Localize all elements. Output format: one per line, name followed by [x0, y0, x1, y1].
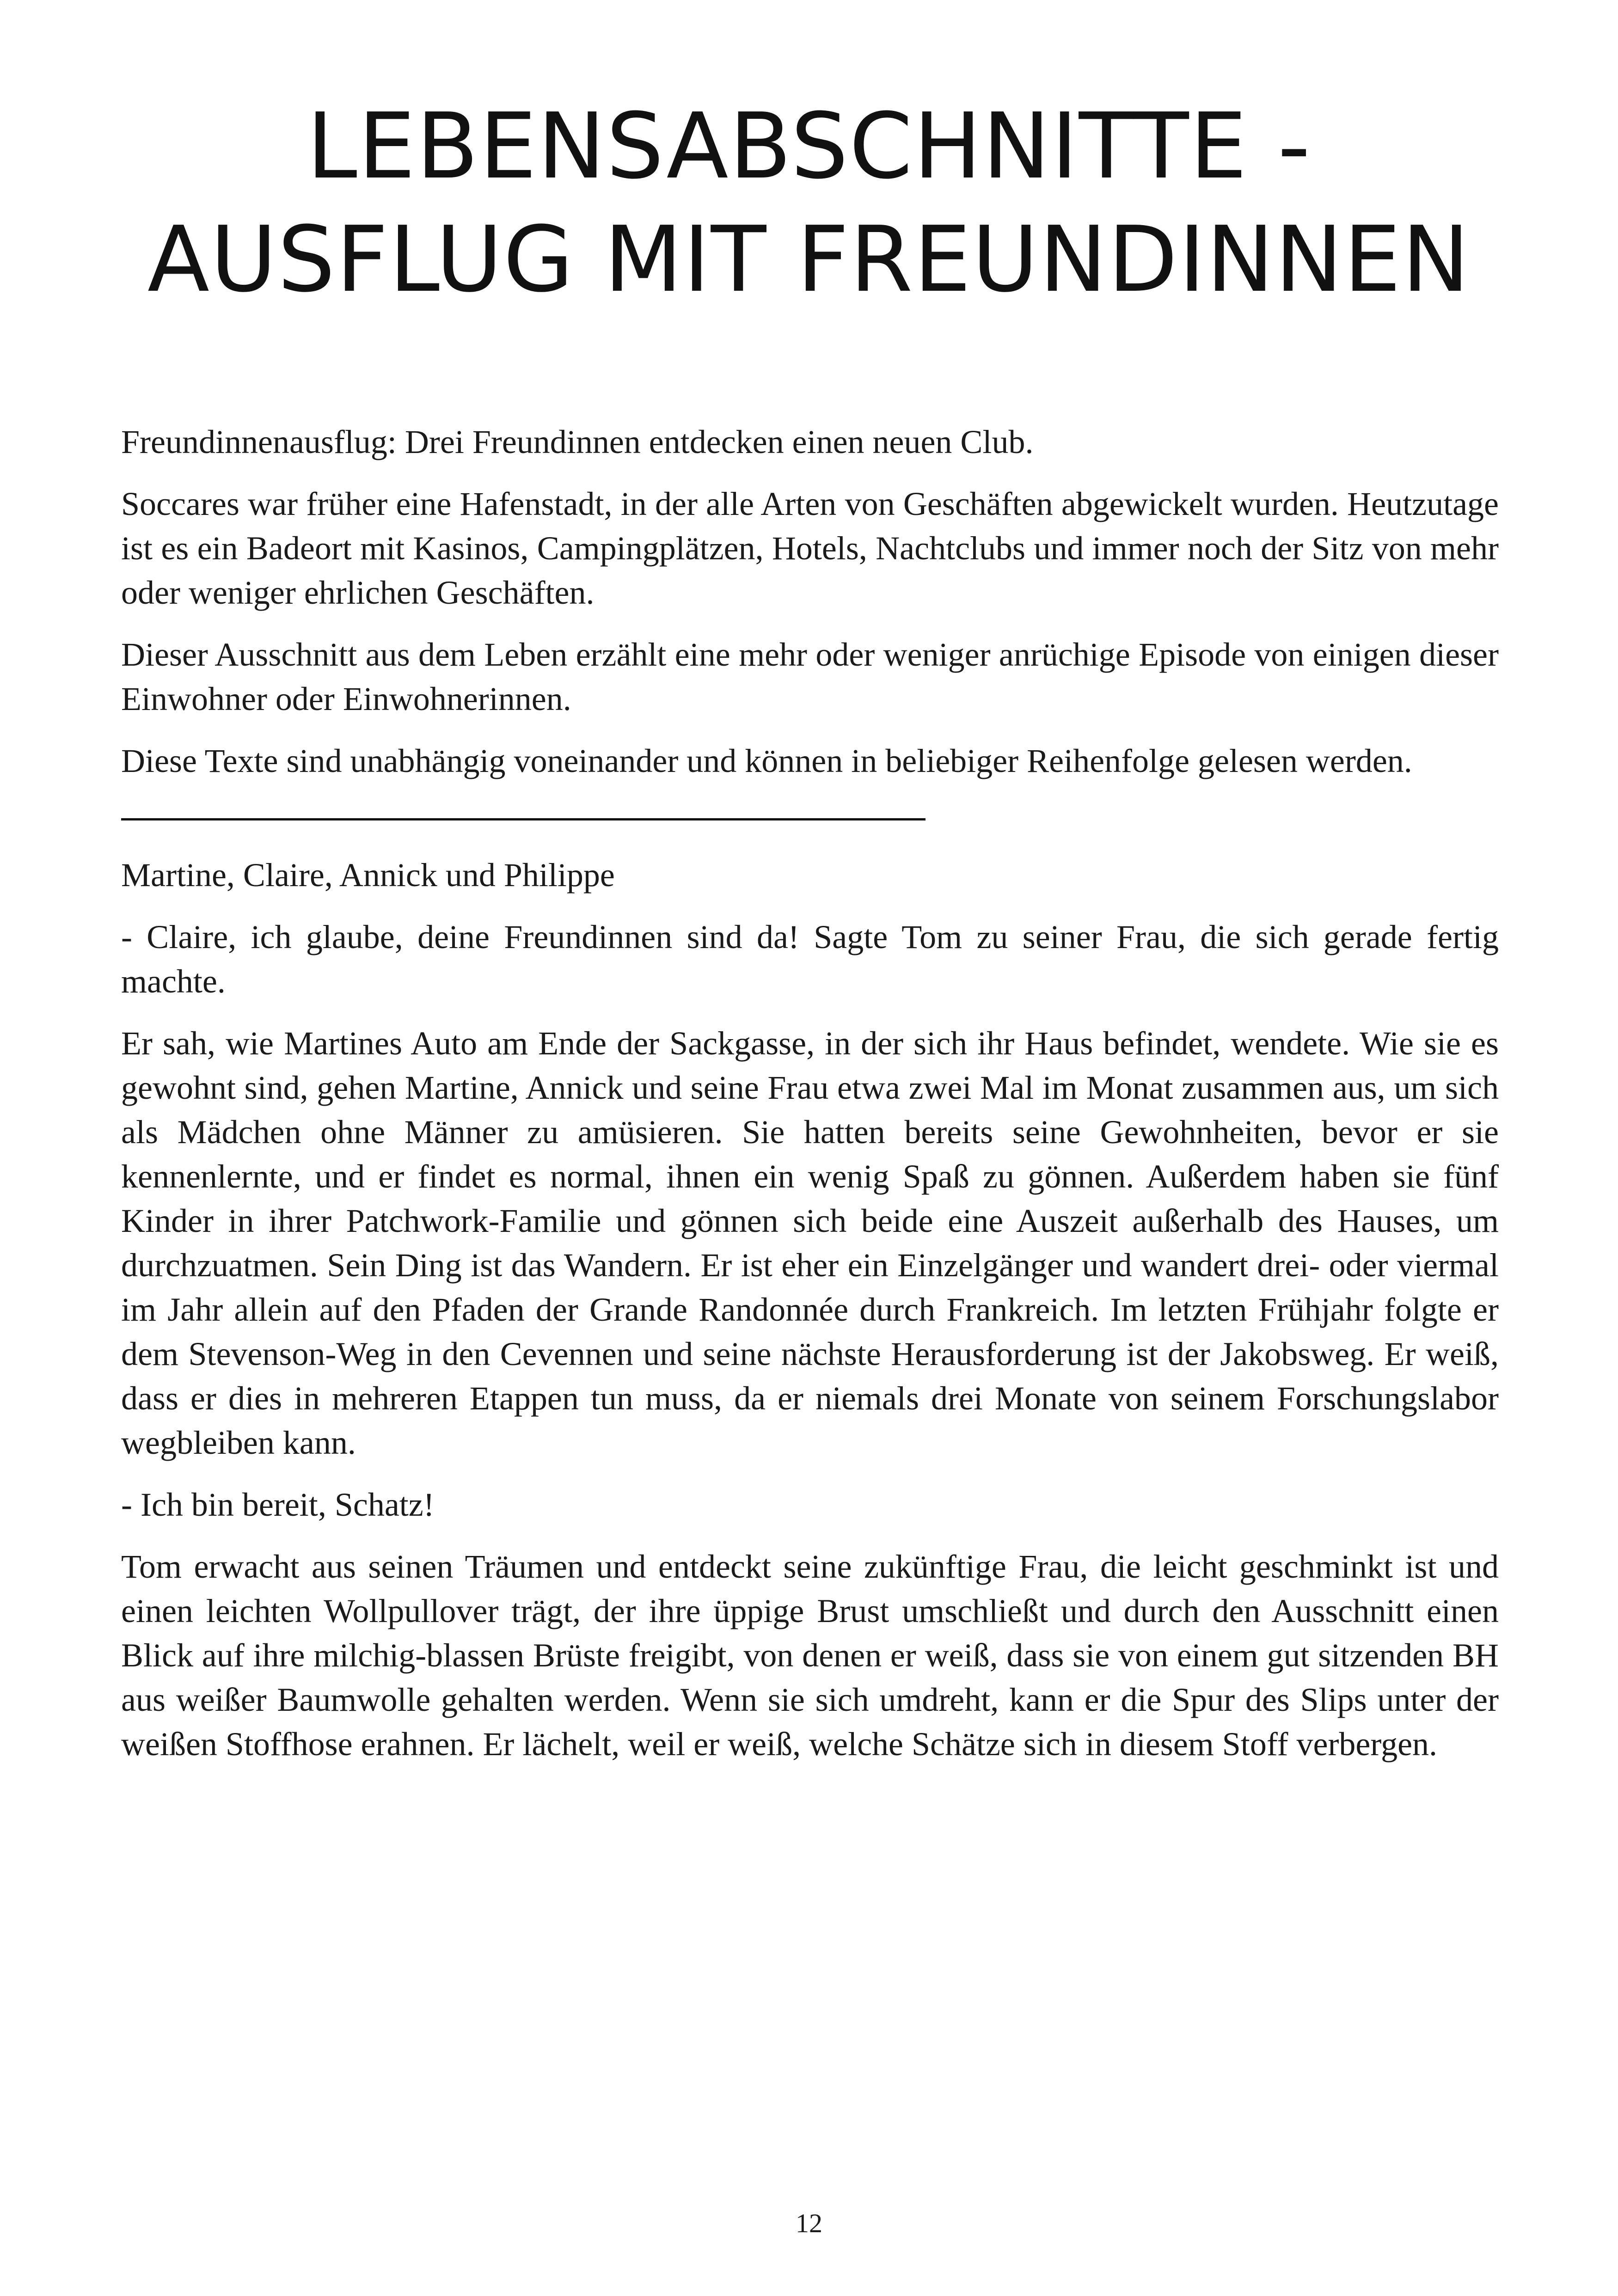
intro-paragraph-episode: Dieser Ausschnitt aus dem Leben erzählt eine mehr oder weniger anrüchige Episode von einigen dieser Einwohner oder Einwohnerinnen. — [121, 636, 1499, 717]
body-text — [121, 420, 1499, 1784]
story-heading-characters: Martine, Claire, Annick und Philippe — [121, 857, 615, 894]
story-paragraph: Er sah, wie Martines Auto am Ende der Sackgasse, in der sich ihr Haus befindet, wendete. Wie sie es gewohnt sind, gehen Martine, Annick und seine Frau etwa zwei Mal im Monat zusammen aus, um sich als Mädchen ohne Männer zu amüsieren. Sie hatten bereits seine Gewohnheiten, bevor er sie kennenlernte, und er findet es normal, ihnen ein wenig Spaß zu gönnen. Außerdem haben sie fünf Kinder in ihrer Patchwork-Familie und gönnen sich beide eine Auszeit außerhalb des Hauses, um durchzuatmen. Sein Ding ist das Wandern. Er ist eher ein Einzelgänger und wandert drei- oder viermal im Jahr allein auf den Pfaden der Grande Randonnée durch Frankreich. Im letzten Frühjahr folgte er dem Stevenson-Weg in den Cevennen und seine nächste Herausforderung ist der Jakobsweg. Er weiß, dass er dies in mehreren Etappen tun muss, da er niemals drei Monate von seinem Forschungslabor wegbleiben kann. — [121, 1025, 1499, 1461]
chapter-title — [92, 90, 1526, 317]
story-paragraph: - Ich bin bereit, Schatz! — [121, 1486, 435, 1523]
page-number: 12 — [796, 2208, 822, 2238]
story-paragraph: - Claire, ich glaube, deine Freundinnen sind da! Sagte Tom zu seiner Frau, die sich gerade fertig machte. — [121, 918, 1499, 1000]
intro-paragraph-setting: Soccares war früher eine Hafenstadt, in der alle Arten von Geschäften abgewickelt wurden. Heutzutage ist es ein Badeort mit Kasinos, Campingplätzen, Hotels, Nachtclubs und immer noch der Sitz von mehr oder weniger ehrlichen Geschäften. — [121, 485, 1499, 611]
intro-paragraph-order: Diese Texte sind unabhängig voneinander und können in beliebiger Reihenfolge gelesen werden. — [121, 742, 1412, 779]
section-divider — [121, 818, 925, 820]
chapter-title-line-1: LEBENSABSCHNITTE - — [306, 94, 1312, 199]
chapter-title-line-2: AUSFLUG MIT FREUNDINNEN — [147, 207, 1471, 312]
intro-summary: Freundinnenausflug: Drei Freundinnen entdecken einen neuen Club. — [121, 423, 1034, 460]
story-paragraph: Tom erwacht aus seinen Träumen und entdeckt seine zukünftige Frau, die leicht geschminkt ist und einen leichten Wollpullover trägt, der ihre üppige Brust umschließt und durch den Ausschnitt einen Blick auf ihre milchig-blassen Brüste freigibt, von denen er weiß, dass sie von einem gut sitzenden BH aus weißer Baumwolle gehalten werden. Wenn sie sich umdreht, kann er die Spur des Slips unter der weißen Stoffhose erahnen. Er lächelt, weil er weiß, welche Schätze sich in diesem Stoff verbergen. — [121, 1548, 1499, 1763]
